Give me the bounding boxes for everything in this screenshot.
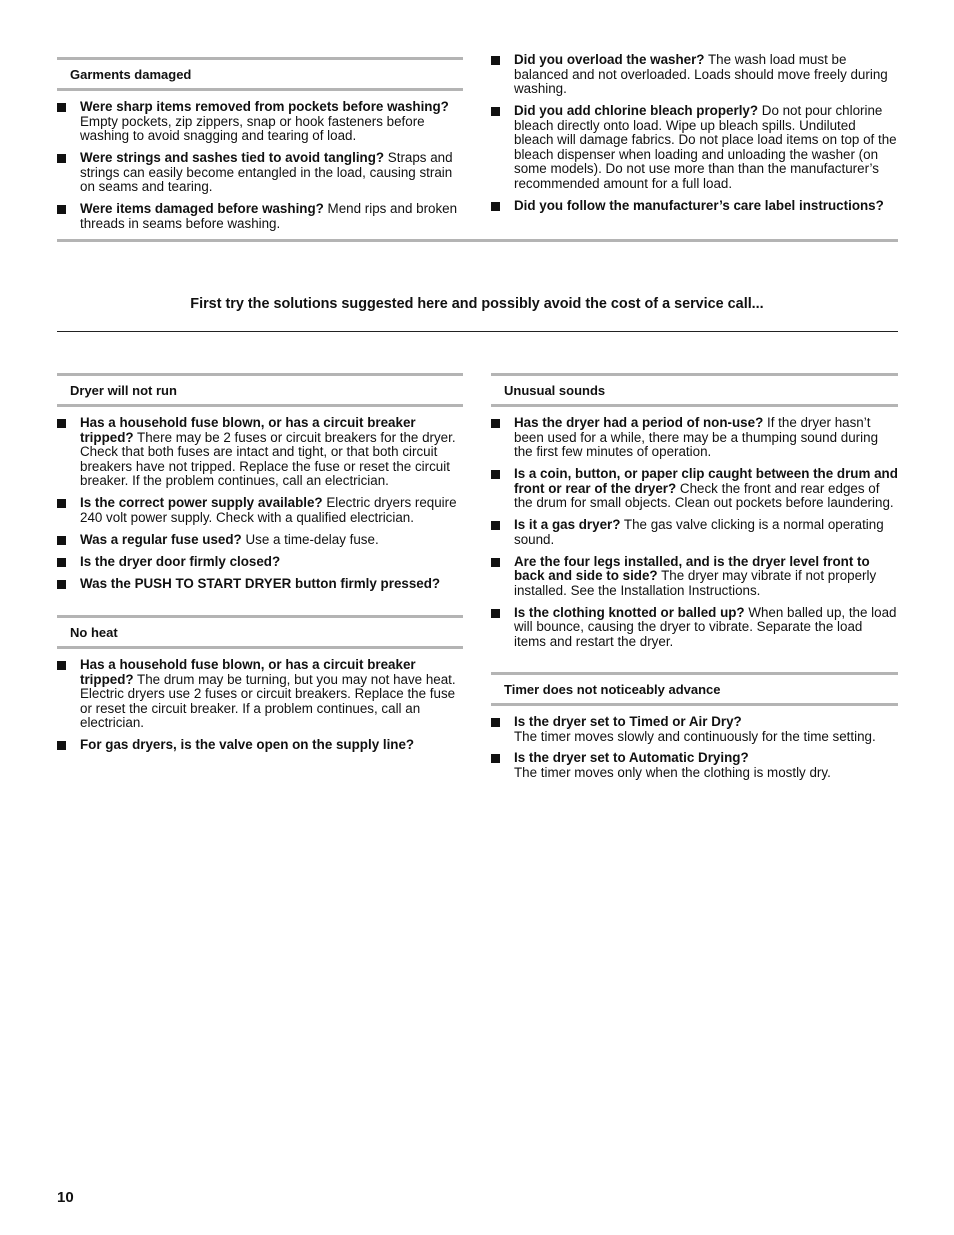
washer-checks-section — [491, 53, 898, 221]
list-item — [491, 104, 898, 192]
item-answer: When balled up, the load will bounce, causing the dryer to vibrate. Separate the load items and restart the dryer. — [514, 604, 897, 649]
bullet-icon — [57, 419, 66, 428]
item-question: For gas dryers, is the valve open on the supply line? — [80, 737, 415, 753]
item-answer: There may be 2 fuses or circuit breakers for the dryer. Check that both fuses are intact and tight, or that both circuit breakers have not tripped. Replace the fuse or reset the circuit breaker. If the problem continues, call an electrician. — [80, 429, 456, 489]
bullet-icon — [57, 103, 66, 112]
item-question: Has a household fuse blown, or has a circuit breaker tripped? — [80, 657, 416, 687]
unusual-sounds-section — [491, 373, 898, 657]
list-item — [491, 467, 898, 511]
section-heading: Garments damaged — [57, 57, 463, 91]
item-question: Is the dryer door firmly closed? — [80, 553, 281, 569]
item-answer: The gas valve clicking is a normal operating sound. — [514, 517, 884, 547]
item-answer: Use a time-delay fuse. — [241, 531, 379, 547]
item-question: Was a regular fuse used? — [80, 531, 242, 547]
section-heading: Unusual sounds — [491, 373, 898, 407]
list-item — [491, 751, 898, 780]
dryer-will-not-run-list — [57, 416, 463, 591]
bullet-icon — [491, 419, 500, 428]
item-answer: Electric dryers require 240 volt power supply. Check with a qualified electrician. — [80, 495, 457, 525]
banner-divider — [57, 331, 898, 332]
bullet-icon — [491, 521, 500, 530]
bullet-icon — [57, 558, 66, 567]
list-item — [57, 738, 463, 753]
no-heat-section — [57, 615, 463, 760]
item-answer: Mend rips and broken threads in seams before washing. — [80, 201, 458, 231]
item-answer: Empty pockets, zip zippers, snap or hook fasteners before washing to avoid snagging and tearing of load. — [80, 113, 425, 144]
bullet-icon — [491, 470, 500, 479]
banner-text: First try the solutions suggested here and possibly avoid the cost of a service call... — [190, 296, 764, 312]
bullet-icon — [57, 536, 66, 545]
item-question: Is the dryer set to Timed or Air Dry? — [514, 714, 742, 729]
list-item — [491, 199, 898, 214]
item-answer: The wash load must be balanced and not overloaded. Loads should move freely during washing. — [514, 52, 888, 97]
item-question: Is it a gas dryer? — [514, 517, 621, 533]
list-item — [491, 53, 898, 97]
item-question: Was the PUSH TO START DRYER button firmly pressed? — [80, 575, 441, 591]
bullet-icon — [57, 499, 66, 508]
section-divider — [57, 239, 898, 242]
list-item — [491, 715, 898, 744]
item-answer: The timer moves slowly and continuously for the time setting. — [514, 728, 876, 744]
list-item — [491, 555, 898, 599]
list-item — [57, 533, 463, 548]
item-question: Is a coin, button, or paper clip caught between the drum and front or rear of the dryer? — [514, 466, 898, 496]
unusual-sounds-list — [491, 416, 898, 650]
item-question: Did you follow the manufacturer’s care label instructions? — [514, 197, 884, 213]
bullet-icon — [57, 205, 66, 214]
list-item — [491, 606, 898, 650]
item-question: Is the clothing knotted or balled up? — [514, 604, 745, 620]
section-heading: Timer does not noticeably advance — [491, 672, 898, 706]
dryer-will-not-run-section — [57, 373, 463, 598]
item-question: Are the four legs installed, and is the dryer level front to back and side to side? — [514, 553, 870, 584]
item-answer: The dryer may vibrate if not properly installed. See the Installation Instructions. — [514, 568, 877, 598]
bullet-icon — [491, 609, 500, 618]
item-question: Is the dryer set to Automatic Drying? — [514, 750, 749, 766]
list-item — [57, 555, 463, 570]
bullet-icon — [491, 754, 500, 763]
list-item — [491, 416, 898, 460]
bullet-icon — [57, 661, 66, 670]
list-item — [57, 496, 463, 525]
item-answer: The drum may be turning, but you may not have heat. Electric dryers use 2 fuses or circuit breakers. Replace the fuse or reset the circuit breaker. If a problem continues, call an electrician. — [80, 671, 456, 731]
section-heading: Dryer will not run — [57, 373, 463, 407]
list-item — [57, 577, 463, 592]
section-heading: No heat — [57, 615, 463, 649]
list-item — [57, 658, 463, 731]
item-question: Has a household fuse blown, or has a circuit breaker tripped? — [80, 415, 416, 445]
item-answer: Check the front and rear edges of the drum for small objects. Clean out pockets before laundering. — [514, 480, 894, 511]
item-question: Were strings and sashes tied to avoid tangling? — [80, 150, 385, 166]
bullet-icon — [57, 580, 66, 589]
garments-damaged-list — [57, 100, 463, 231]
list-item — [57, 151, 463, 195]
item-question: Has the dryer had a period of non-use? — [514, 415, 764, 430]
timer-list — [491, 715, 898, 781]
list-item — [57, 416, 463, 489]
bullet-icon — [57, 741, 66, 750]
bullet-icon — [491, 56, 500, 65]
page-number: 10 — [57, 1189, 74, 1206]
timer-section — [491, 672, 898, 788]
bullet-icon — [57, 154, 66, 163]
item-question: Did you add chlorine bleach properly? — [514, 103, 759, 119]
list-item — [491, 518, 898, 547]
item-question: Were items damaged before washing? — [80, 201, 324, 217]
item-question: Were sharp items removed from pockets before washing? — [80, 99, 449, 114]
bullet-icon — [491, 718, 500, 727]
list-item — [57, 202, 463, 231]
bullet-icon — [491, 107, 500, 116]
item-question: Did you overload the washer? — [514, 52, 705, 67]
bullet-icon — [491, 558, 500, 567]
garments-damaged-section — [57, 57, 463, 239]
item-answer: If the dryer hasn’t been used for a while, there may be a thumping sound during the first few minutes of operation. — [514, 415, 879, 460]
item-question: Is the correct power supply available? — [80, 495, 323, 511]
item-answer: Straps and strings can easily become entangled in the load, causing strain on seams and tearing. — [80, 150, 453, 195]
no-heat-list — [57, 658, 463, 753]
item-answer: Do not pour chlorine bleach directly onto load. Wipe up bleach spills. Undiluted bleach will damage fabrics. Do not place load items on top of the bleach dispenser when loading and unloading the washer (on some models). Do not use more than than the manufacturer’s recommended amount for a full load. — [514, 103, 897, 192]
bullet-icon — [491, 202, 500, 211]
washer-checks-list — [491, 53, 898, 214]
list-item — [57, 100, 463, 144]
item-answer: The timer moves only when the clothing is mostly dry. — [514, 765, 831, 781]
